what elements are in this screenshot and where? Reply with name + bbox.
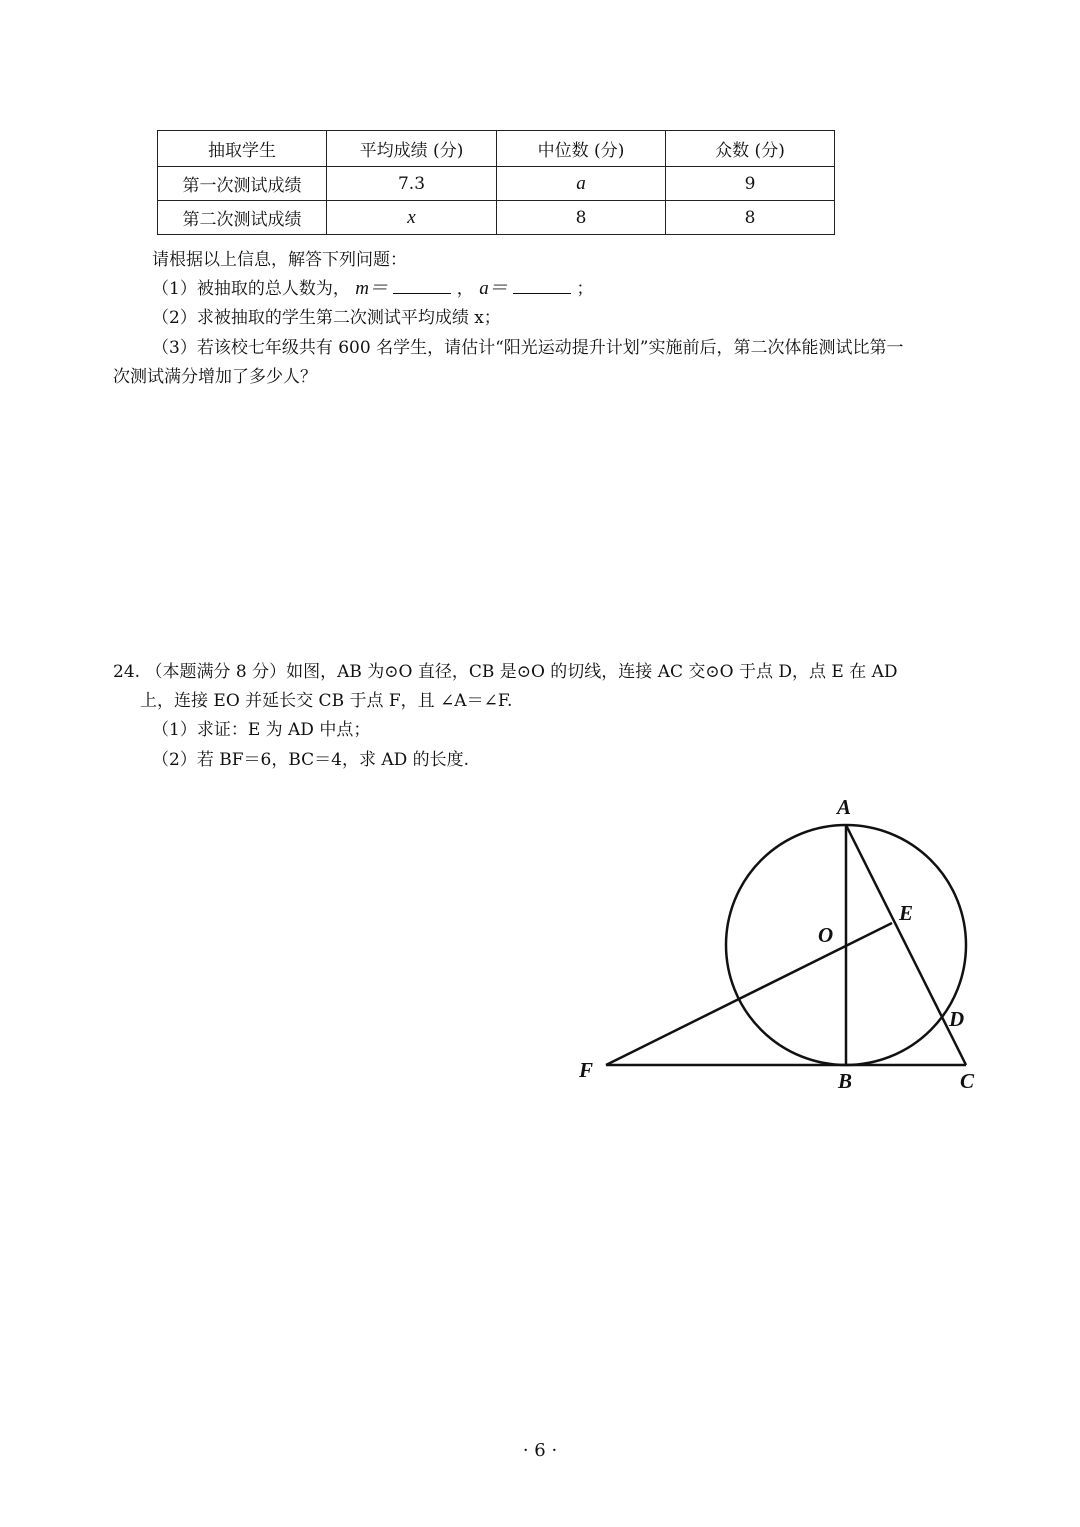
table-row [158,201,835,235]
q23-part1-sep: ， [456,279,474,299]
q24-line1: 24. （本题满分 8 分）如图，AB 为⊙O 直径，CB 是⊙O 的切线，连接 AC 交⊙O 于点 D，点 E 在 AD [113,662,898,682]
table-cell: 9 [666,167,835,201]
table-row [158,167,835,201]
table-header-cell: 抽取学生 [158,131,327,167]
q23-part1-end: ； [576,279,594,299]
answer-blank-m[interactable] [393,275,451,294]
page-number: · 6 · [522,1440,558,1461]
table-cell: 7.3 [327,167,497,201]
label-d: D [949,1007,965,1031]
q23-part3-line2: 次测试满分增加了多少人？ [113,367,317,387]
q24-part1: （1）求证：E 为 AD 中点； [152,720,371,740]
q23-part1-text: （1）被抽取的总人数为， [152,279,350,299]
table-header-cell: 中位数 (分) [497,131,666,167]
score-table [157,130,835,235]
q24-line2: 上，连接 EO 并延长交 CB 于点 F，且 ∠A＝∠F. [140,691,513,711]
label-f: F [579,1058,594,1082]
label-e: E [899,901,914,925]
table-cell: 第二次测试成绩 [158,201,327,235]
table-cell: a [497,167,666,201]
table-cell: 第一次测试成绩 [158,167,327,201]
answer-blank-a[interactable] [513,275,571,294]
table-header-cell: 平均成绩 (分) [327,131,497,167]
label-o: O [818,923,834,947]
q23-part1 [152,274,594,304]
q23-part2: （2）求被抽取的学生第二次测试平均成绩 x； [152,308,501,328]
table-cell: x [327,201,497,235]
q23-intro: 请根据以上信息，解答下列问题： [152,250,407,270]
label-c: C [960,1069,975,1093]
table-cell: 8 [497,201,666,235]
table-header-cell: 众数 (分) [666,131,835,167]
table-cell: 8 [666,201,835,235]
segment-fe [606,923,892,1065]
segment-ac [846,825,966,1065]
label-a: A [837,795,852,819]
geometry-diagram [570,790,1000,1100]
q23-part3-line1: （3）若该校七年级共有 600 名学生，请估计“阳光运动提升计划”实施前后，第二次体能测试比第一 [152,338,904,358]
q24-part2: （2）若 BF＝6，BC＝4，求 AD 的长度. [152,750,470,770]
a-variable: a＝ [479,278,508,299]
label-b: B [838,1069,853,1093]
m-variable: m＝ [355,278,388,299]
table-header-row [158,131,835,167]
